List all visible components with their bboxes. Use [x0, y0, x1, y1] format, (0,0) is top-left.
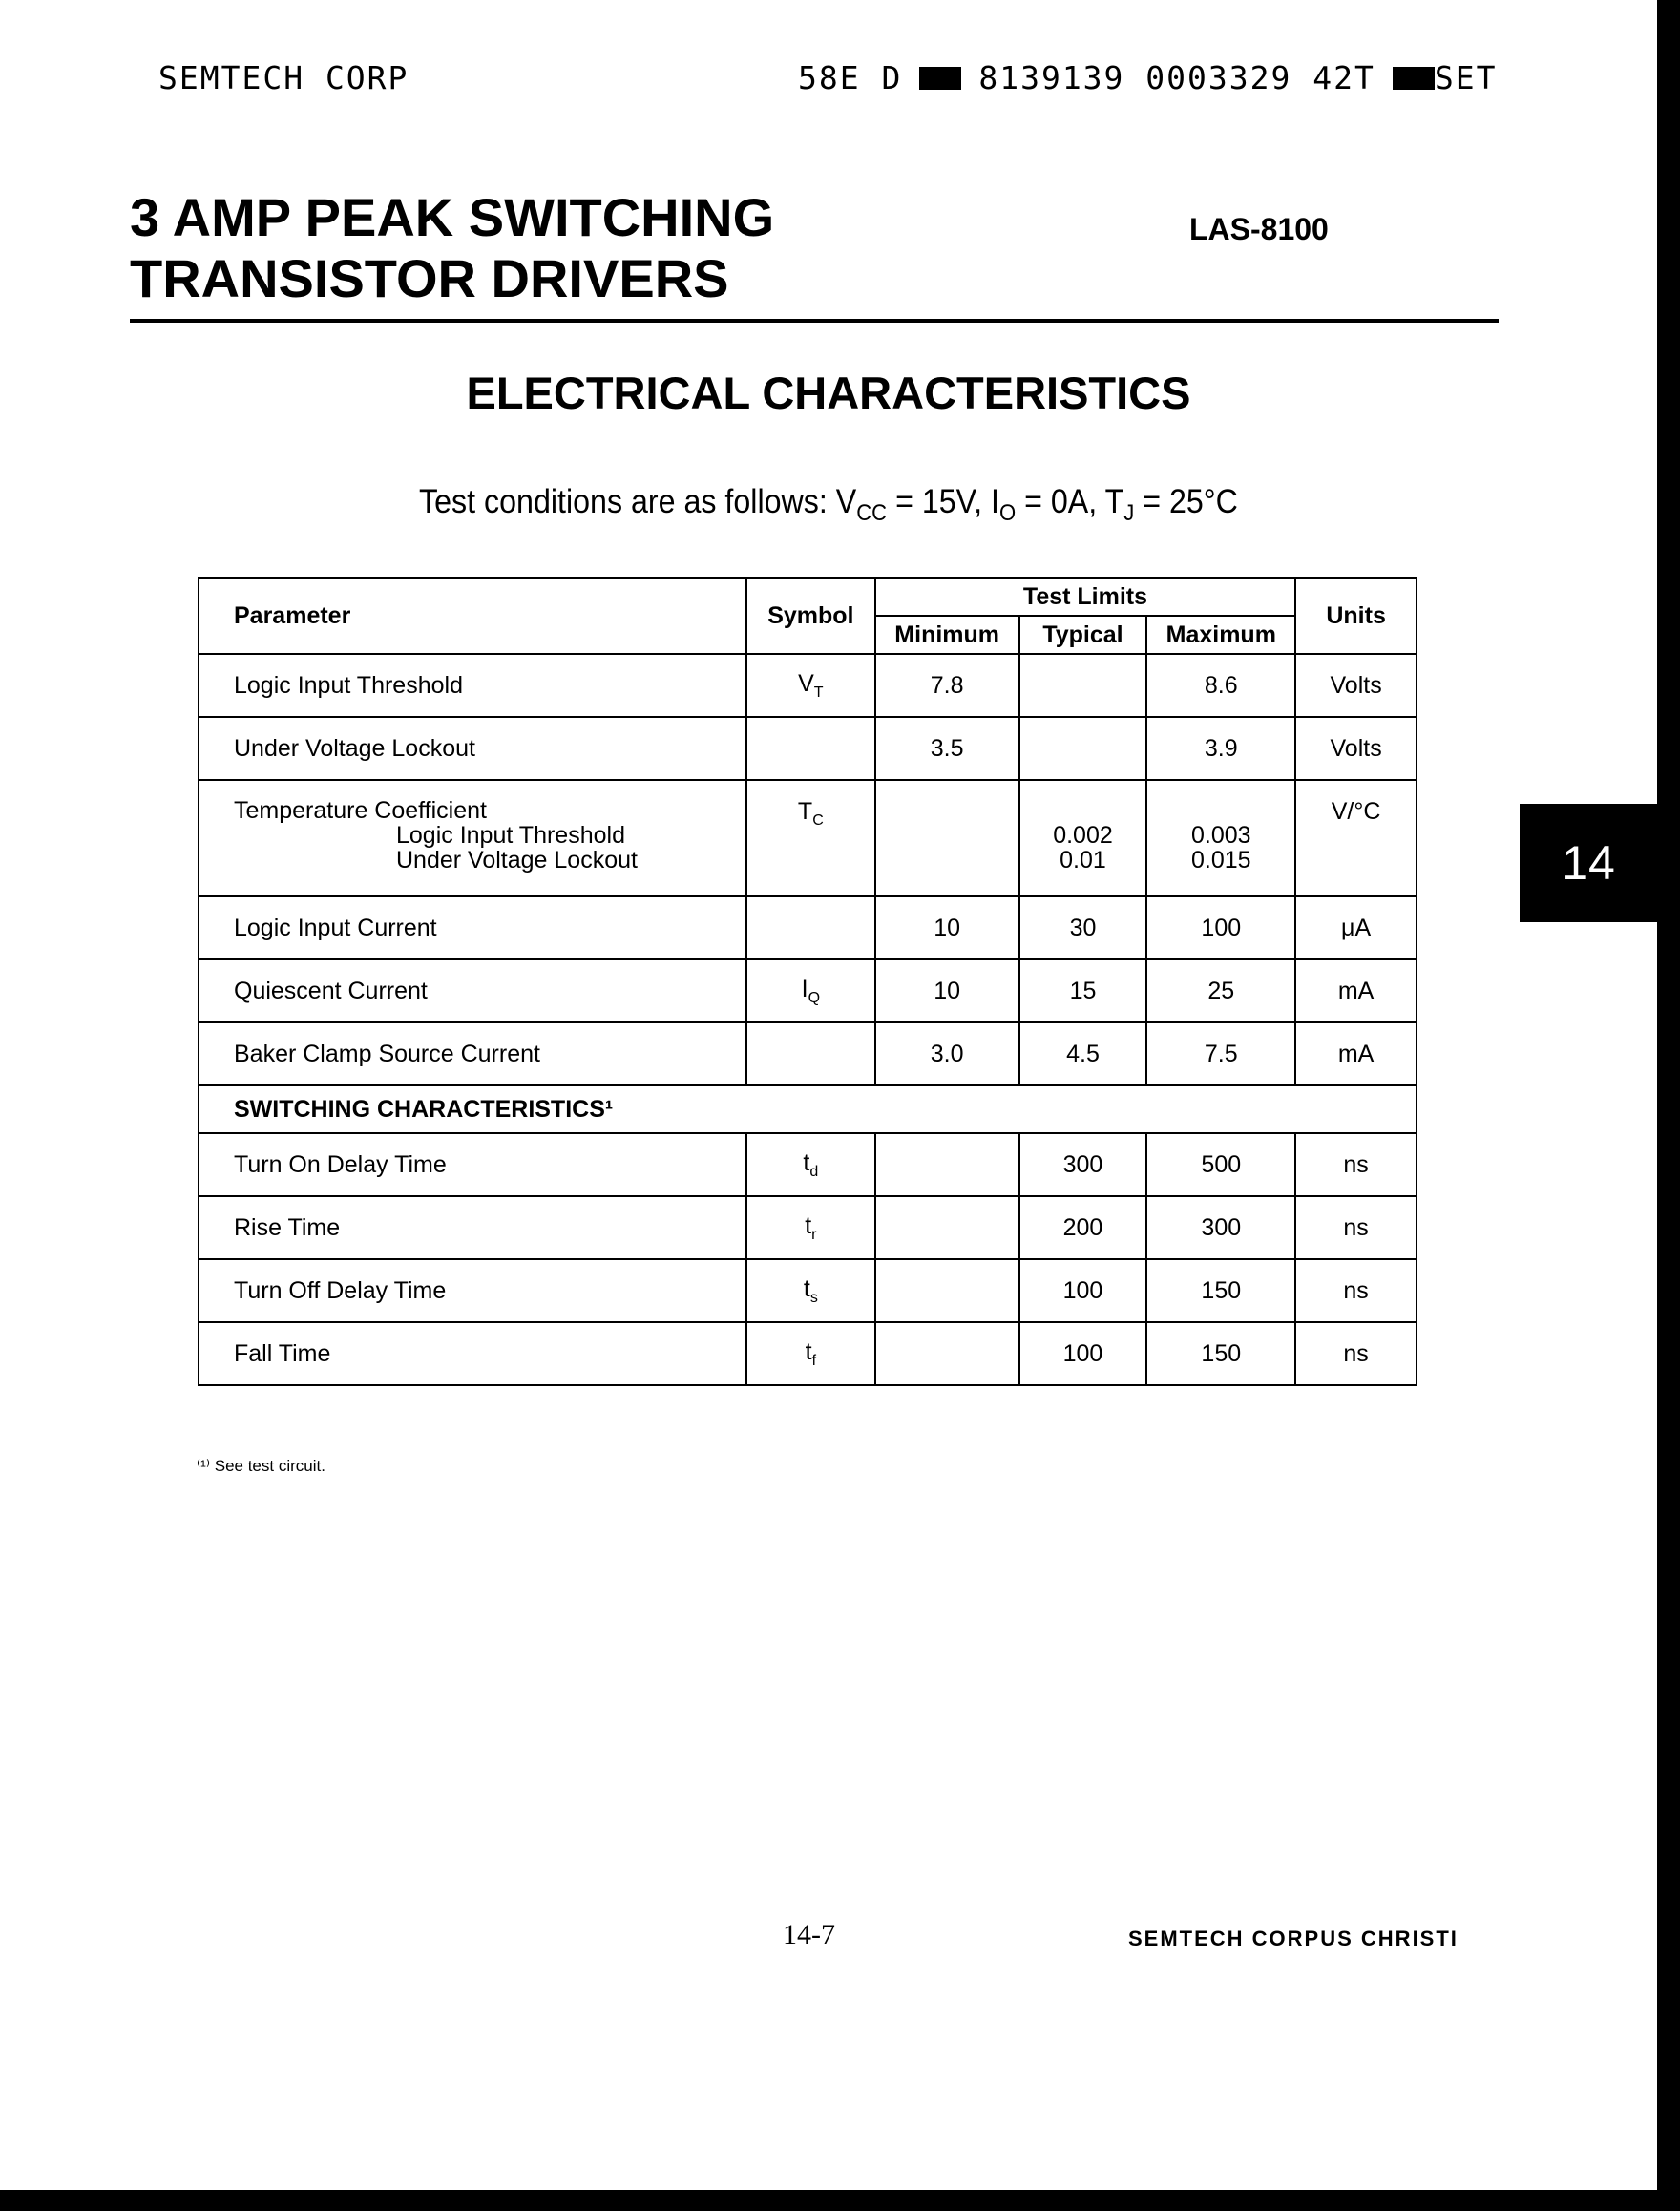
header-parameter: Parameter [199, 578, 746, 654]
title-line-1: 3 AMP PEAK SWITCHING [130, 187, 775, 247]
table-row: Fall Time $t_f$ 100 150 ns [199, 1322, 1417, 1385]
table-row: Logic Input Current 10 30 100 μA [199, 896, 1417, 959]
switching-heading-row [199, 1085, 1417, 1133]
header-codes [798, 59, 1497, 96]
header-symbol: Symbol [746, 578, 875, 654]
header-units: Units [1295, 578, 1417, 654]
redaction-block [1393, 67, 1435, 90]
table-row: Under Voltage Lockout 3.5 3.9 Volts [199, 717, 1417, 780]
table-row: Rise Time $t_r$ 200 300 ns [199, 1196, 1417, 1259]
title-line-2: TRANSISTOR DRIVERS [130, 248, 729, 308]
page-title [130, 187, 774, 309]
header-minimum: Minimum [875, 616, 1019, 654]
part-number: LAS-8100 [1189, 212, 1329, 246]
header-test-limits: Test Limits [875, 578, 1295, 616]
table-row: Turn Off Delay Time $t_s$ 100 150 ns [199, 1259, 1417, 1322]
electrical-characteristics-table [198, 577, 1418, 1386]
redaction-block [919, 67, 961, 90]
header-company: SEMTECH CORP [158, 59, 410, 96]
footnote: ⁽¹⁾ See test circuit. [197, 1457, 326, 1475]
header-code-a: 58E D [798, 59, 903, 96]
table-row: Logic Input Threshold $V_T$ 7.8 8.6 Volts [199, 654, 1417, 717]
test-conditions: Test conditions are as follows: $V_{CC} = 15V$, $I_O = 0A$, $T_J = 25^\circ C$ [419, 483, 1238, 526]
section-tab: 14 [1520, 804, 1657, 922]
header-code-b: 8139139 0003329 42T [978, 59, 1376, 96]
section-heading: ELECTRICAL CHARACTERISTICS [466, 368, 1191, 418]
header-code-c: SET [1434, 59, 1498, 96]
header-typical: Typical [1019, 616, 1147, 654]
title-divider [130, 319, 1499, 323]
page-number: 14-7 [783, 1919, 835, 1950]
table-row: Baker Clamp Source Current 3.0 4.5 7.5 mA [199, 1022, 1417, 1085]
switching-heading: SWITCHING CHARACTERISTICS¹ [199, 1085, 1417, 1133]
table-row: Temperature Coefficient Logic Input Threshold Under Voltage Lockout $T_C$ 0.002 0.01 0.003 0.015 V/°C [199, 780, 1417, 896]
footer-brand: SEMTECH CORPUS CHRISTI [1128, 1927, 1459, 1950]
table-row: Quiescent Current $I_Q$ 10 15 25 mA [199, 959, 1417, 1022]
header-maximum: Maximum [1146, 616, 1295, 654]
table-row: Turn On Delay Time $t_d$ 300 500 ns [199, 1133, 1417, 1196]
